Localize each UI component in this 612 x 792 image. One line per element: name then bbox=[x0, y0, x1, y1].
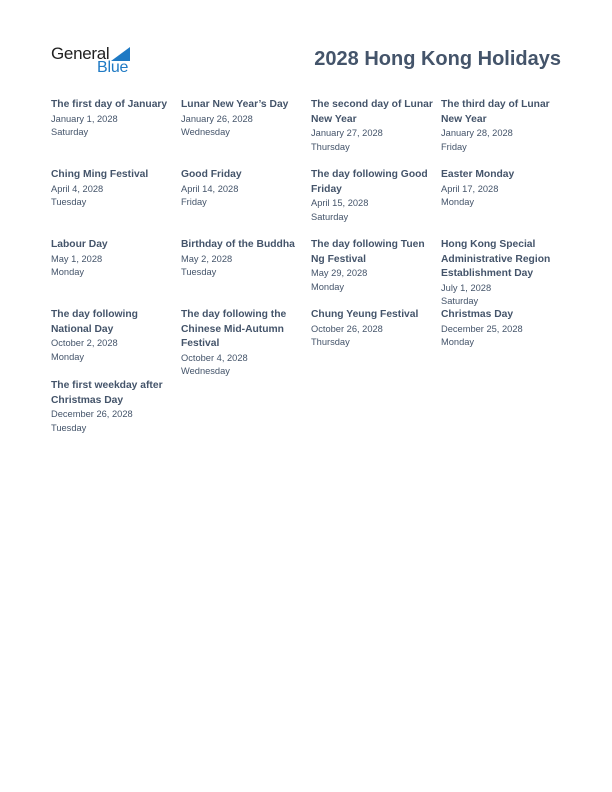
logo-triangle-icon bbox=[111, 47, 130, 61]
holiday-name: Good Friday bbox=[181, 169, 242, 180]
holiday-item bbox=[311, 168, 433, 225]
holiday-name: The third day of Lunar New Year bbox=[441, 99, 550, 125]
holiday-item bbox=[441, 98, 563, 155]
holiday-weekday: Saturday bbox=[51, 127, 89, 138]
holiday-name: Labour Day bbox=[51, 239, 108, 250]
holiday-date: October 26, 2028 bbox=[311, 323, 383, 334]
holiday-name: The day following Good Friday bbox=[311, 169, 428, 195]
holiday-item bbox=[181, 98, 303, 140]
holiday-weekday: Tuesday bbox=[51, 197, 87, 208]
holiday-date: December 25, 2028 bbox=[441, 323, 523, 334]
holiday-item bbox=[51, 379, 173, 436]
logo-general-text: General bbox=[51, 44, 110, 63]
holiday-item bbox=[51, 168, 173, 210]
holiday-item bbox=[441, 168, 563, 210]
holiday-date: January 1, 2028 bbox=[51, 113, 118, 124]
holiday-weekday: Tuesday bbox=[181, 267, 217, 278]
holiday-name: Lunar New Year’s Day bbox=[181, 99, 289, 110]
holiday-item bbox=[51, 308, 173, 365]
page-title: 2028 Hong Kong Holidays bbox=[314, 48, 561, 70]
holiday-name: The day following National Day bbox=[51, 309, 138, 335]
holiday-date: January 28, 2028 bbox=[441, 128, 513, 138]
holiday-weekday: Monday bbox=[51, 351, 85, 362]
holiday-item bbox=[441, 238, 563, 309]
holiday-date: October 2, 2028 bbox=[51, 338, 118, 348]
holiday-date: July 1, 2028 bbox=[441, 282, 492, 293]
holiday-date: January 27, 2028 bbox=[311, 128, 383, 138]
holiday-date: April 15, 2028 bbox=[311, 198, 369, 208]
holiday-weekday: Monday bbox=[441, 197, 475, 208]
holiday-name: Hong Kong Special Administrative Region Establishment Day bbox=[441, 239, 551, 279]
holiday-item bbox=[441, 308, 563, 350]
holiday-item bbox=[181, 308, 303, 379]
holiday-date: October 4, 2028 bbox=[181, 352, 248, 363]
holiday-item bbox=[311, 98, 433, 155]
holiday-weekday: Thursday bbox=[311, 337, 350, 348]
holiday-name: Ching Ming Festival bbox=[51, 169, 149, 180]
holiday-name: Chung Yeung Festival bbox=[311, 309, 419, 320]
holiday-name: The first weekday after Christmas Day bbox=[51, 380, 163, 406]
holiday-name: The second day of Lunar New Year bbox=[311, 99, 433, 125]
holiday-weekday: Wednesday bbox=[181, 366, 230, 377]
holiday-item bbox=[51, 98, 173, 140]
holiday-date: May 2, 2028 bbox=[181, 253, 233, 264]
holiday-weekday: Saturday bbox=[311, 211, 349, 222]
holiday-weekday: Tuesday bbox=[51, 422, 87, 433]
holiday-item bbox=[181, 168, 303, 210]
holiday-item bbox=[181, 238, 303, 280]
holiday-name: Easter Monday bbox=[441, 169, 515, 180]
holiday-date: April 14, 2028 bbox=[181, 183, 239, 194]
logo bbox=[51, 44, 141, 78]
holiday-name: Birthday of the Buddha bbox=[181, 239, 295, 250]
holiday-name: The day following the Chinese Mid-Autumn Festival bbox=[181, 309, 287, 349]
holiday-weekday: Monday bbox=[441, 337, 475, 348]
holiday-item bbox=[311, 238, 433, 295]
holiday-item bbox=[51, 238, 173, 280]
holiday-weekday: Monday bbox=[311, 281, 345, 292]
holiday-name: Christmas Day bbox=[441, 309, 514, 320]
holiday-weekday: Monday bbox=[51, 267, 85, 278]
holiday-date: January 26, 2028 bbox=[181, 113, 253, 124]
holiday-date: May 29, 2028 bbox=[311, 268, 368, 278]
holiday-name: The day following Tuen Ng Festival bbox=[311, 239, 425, 265]
holiday-date: May 1, 2028 bbox=[51, 253, 103, 264]
holiday-name: The first day of January bbox=[51, 99, 168, 110]
holiday-item bbox=[311, 308, 433, 350]
holiday-weekday: Wednesday bbox=[181, 127, 230, 138]
holiday-date: April 4, 2028 bbox=[51, 183, 104, 194]
holiday-weekday: Thursday bbox=[311, 141, 350, 152]
logo-blue-text: Blue bbox=[97, 59, 129, 76]
holiday-weekday: Saturday bbox=[441, 296, 479, 307]
holiday-weekday: Friday bbox=[181, 197, 207, 208]
holiday-date: April 17, 2028 bbox=[441, 183, 499, 194]
holiday-date: December 26, 2028 bbox=[51, 409, 133, 419]
holiday-weekday: Friday bbox=[441, 141, 467, 152]
